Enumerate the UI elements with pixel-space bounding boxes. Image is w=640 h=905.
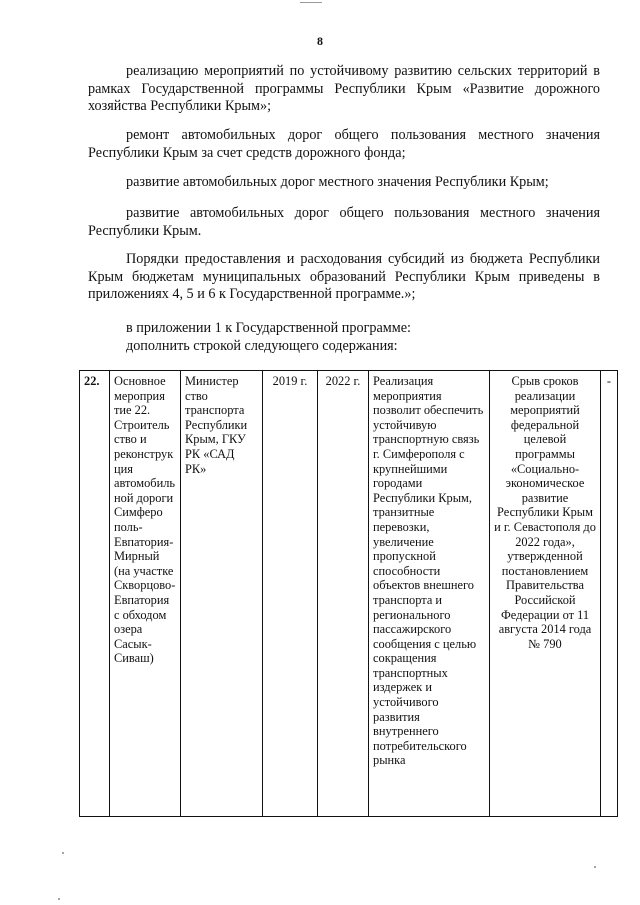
scan-mark — [300, 2, 322, 3]
executor-cell: Министер ство транспорта Республики Крым, ГКУ РК «САД РК» — [181, 371, 263, 817]
consequences-cell: Срыв сроков реализации мероприятий федеральной целевой программы «Социально-экономическое развитие Республики Крым и г. Севастополя до 2022 года», утвержденной постановлением Правительства Российской Федерации от 11 августа 2014 года № 790 — [490, 371, 601, 817]
paragraph-text: ремонт автомобильных дорог общего пользования местного значения Республики Крым за счет средств дорожного фонда; — [88, 127, 600, 161]
expected-result-cell: Реализация мероприятия позволит обеспечить устойчивую транспортную связь г. Симферополя с крупнейшими городами Республики Крым, транзитные перевозки, увеличение пропускной способности объектов внешнего транспорта и регионального пассажирского сообщения с целью сокращения транспортных издержек и устойчивого развития внутреннего потребительского рынка — [369, 371, 490, 817]
scan-dot — [62, 852, 64, 854]
paragraph-text: реализацию мероприятий по устойчивому развитию сельских территорий в рамках Государственной программы Республики Крым «Развитие дорожного хозяйства Республики Крым»; — [88, 63, 600, 114]
paragraph-public-roads — [88, 205, 600, 240]
scan-dot — [58, 898, 60, 900]
scan-dot — [594, 866, 596, 868]
row-number-cell: 22. — [80, 371, 110, 817]
start-year-cell: 2019 г. — [263, 371, 318, 817]
paragraph-local-roads — [88, 174, 600, 192]
amendment-line-appendix: в приложении 1 к Государственной программе: — [126, 320, 411, 336]
paragraph-text: развитие автомобильных дорог местного значения Республики Крым; — [126, 174, 549, 190]
measure-cell: Основное мероприя тие 22. Строитель ство и реконструк ция автомобиль ной дороги Симферо поль-Евпатория-Мирный (на участке Скворцово-Евпатория с обходом озера Сасык-Сиваш) — [110, 371, 181, 817]
paragraph-subsidy-procedures — [88, 251, 600, 304]
note-cell: - — [601, 371, 618, 817]
page-number: 8 — [317, 34, 323, 48]
paragraph-text: Порядки предоставления и расходования субсидий из бюджета Республики Крым бюджетам муниципальных образований Республики Крым приведены в приложениях 4, 5 и 6 к Государственной программе.»; — [88, 251, 600, 302]
end-year-cell: 2022 г. — [318, 371, 369, 817]
paragraph-text: развитие автомобильных дорог общего пользования местного значения Республики Крым. — [88, 205, 600, 239]
program-table — [79, 370, 618, 817]
amendment-line-add-row: дополнить строкой следующего содержания: — [126, 338, 398, 354]
paragraph-road-repair — [88, 127, 600, 162]
paragraph-rural-development — [88, 63, 600, 116]
table-row — [80, 371, 618, 817]
